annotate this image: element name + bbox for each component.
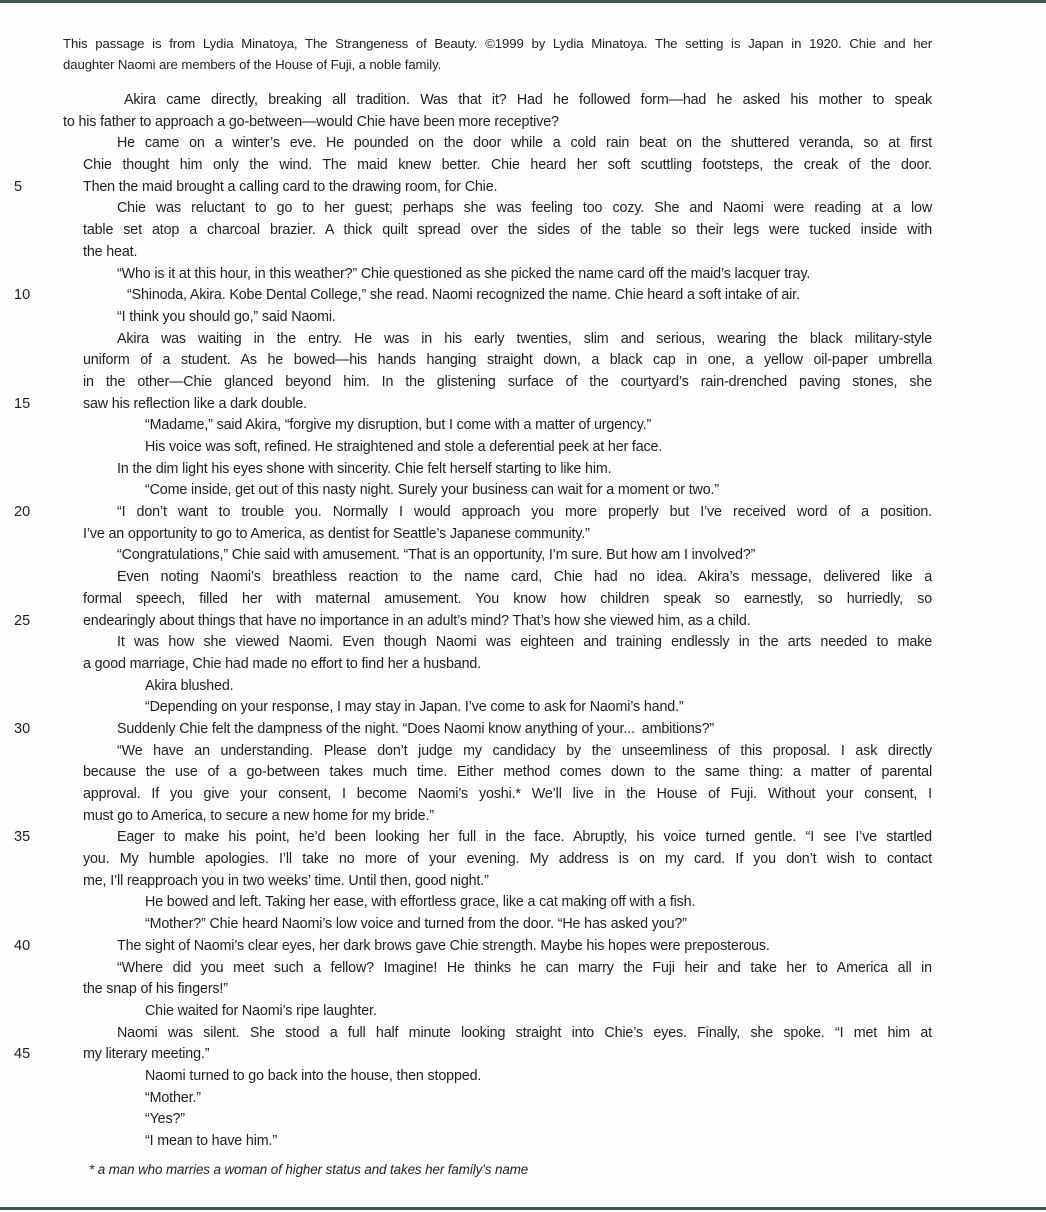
passage-line [14, 394, 932, 416]
passage-line [63, 632, 932, 654]
line-number: 40 [14, 937, 31, 954]
passage-line [63, 1109, 932, 1131]
line-text: In the dim light his eyes shone with sincerity. Chie felt herself starting to like him. [117, 460, 612, 477]
passage-line [63, 350, 932, 372]
passage-line [14, 611, 932, 633]
line-text: endearingly about things that have no importance in an adult’s mind? That’s how she viewed him, as a child. [83, 612, 751, 629]
line-number: 5 [14, 178, 23, 195]
passage-line [63, 220, 932, 242]
line-text: table set atop a charcoal brazier. A thick quilt spread over the sides of the table so their legs were tucked inside with [83, 222, 932, 239]
line-text: my literary meeting.” [83, 1046, 210, 1063]
line-text: in the other—Chie glanced beyond him. In the glistening surface of the courtyard’s rain-drenched paving stones, she [83, 373, 932, 390]
passage-line [63, 741, 932, 763]
line-text: saw his reflection like a dark double. [83, 395, 307, 412]
line-text: “Congratulations,” Chie said with amusement. “That is an opportunity, I’m sure. But how am I involved?” [117, 547, 756, 564]
line-text: “Depending on your response, I may stay in Japan. I’ve come to ask for Naomi’s hand.” [145, 699, 684, 716]
line-text: “I mean to have him.” [145, 1133, 277, 1149]
passage-line [63, 958, 932, 980]
line-text: the heat. [83, 243, 138, 260]
line-text: Chie was reluctant to go to her guest; perhaps she was feeling too cozy. She and Naomi were reading at a low [117, 200, 932, 217]
line-text: “I don’t want to trouble you. Normally I would approach you more properly but I’ve received word of a position. [117, 504, 932, 521]
line-text: Chie waited for Naomi’s ripe laughter. [145, 1002, 377, 1019]
line-number: 15 [14, 395, 31, 412]
line-text: “We have an understanding. Please don’t judge my candidacy by the unseemliness of this proposal. I ask directly [117, 742, 932, 759]
passage-line [63, 112, 932, 134]
passage-line [63, 1001, 932, 1023]
passage-line [63, 849, 932, 871]
passage-line [63, 806, 932, 828]
line-text: Akira blushed. [145, 677, 234, 694]
line-text: must go to America, to secure a new home for my bride.” [83, 807, 434, 824]
passage-line [63, 654, 932, 676]
passage-line [63, 914, 932, 936]
passage-line [14, 1044, 932, 1066]
footnote: * a man who marries a woman of higher status and takes her family’s name [89, 1162, 529, 1177]
line-text: Then the maid brought a calling card to the drawing room, for Chie. [83, 178, 498, 195]
passage-line [63, 198, 932, 220]
passage-line [14, 502, 932, 524]
passage-line [63, 1066, 932, 1088]
line-number: 30 [14, 720, 31, 737]
line-text: “Madame,” said Akira, “forgive my disruption, but I come with a matter of urgency.” [145, 417, 652, 434]
passage-line [63, 762, 932, 784]
line-text: It was how she viewed Naomi. Even though Naomi was eighteen and training endlessly in the arts needed to make [117, 634, 932, 651]
passage-line [63, 415, 932, 437]
line-text: to his father to approach a go-between—would Chie have been more receptive? [63, 113, 559, 130]
passage-line [63, 133, 932, 155]
line-text: Naomi turned to go back into the house, then stopped. [145, 1067, 482, 1084]
passage-line [63, 372, 932, 394]
passage-line [63, 979, 932, 1001]
intro-line-2: daughter Naomi are members of the House of Fuji, a noble family. [63, 57, 442, 72]
passage-line [63, 264, 932, 286]
passage-line [63, 567, 932, 589]
passage-line [63, 1023, 932, 1045]
line-text: Naomi was silent. She stood a full half minute looking straight into Chie’s eyes. Finally, she spoke. “I met him at [117, 1024, 932, 1041]
passage-line [63, 459, 932, 481]
line-number: 10 [14, 287, 31, 304]
line-text: formal speech, filled her with maternal amusement. You know how children speak so earnestly, so hurriedly, so [83, 590, 932, 607]
line-text: you. My humble apologies. I’ll take no more of your evening. My address is on my card. If you don’t wish to contact [83, 851, 932, 868]
line-text: Even noting Naomi’s breathless reaction to the name card, Chie had no idea. Akira’s message, delivered like a [117, 569, 932, 586]
line-text: “Yes?” [145, 1111, 185, 1128]
intro-line-1: This passage is from Lydia Minatoya, The Strangeness of Beauty. ©1999 by Lydia Minatoya. The setting is Japan in 1920. Chie and her [63, 36, 932, 51]
line-number: 35 [14, 829, 31, 846]
line-text: “Who is it at this hour, in this weather?” Chie questioned as she picked the name card off the maid’s lacquer tray. [117, 265, 811, 282]
line-text: Akira came directly, breaking all tradition. Was that it? Had he followed form—had he asked his mother to speak [124, 92, 932, 108]
line-text: approval. If you give your consent, I become Naomi’s yoshi.* We’ll live in the House of Fuji. Without your consent, I [83, 786, 932, 802]
line-text: the snap of his fingers!” [83, 981, 228, 998]
line-text: uniform of a student. As he bowed—his hands hanging straight down, a black cap in one, a yellow oil-paper umbrella [83, 352, 932, 369]
passage-line [63, 697, 932, 719]
line-text: Akira was waiting in the entry. He was in his early twenties, slim and serious, wearing the black military-style [117, 330, 932, 347]
line-text: “Shinoda, Akira. Kobe Dental College,” she read. Naomi recognized the name. Chie heard a soft intake of air. [127, 287, 800, 304]
passage-line [63, 784, 932, 806]
line-number: 20 [14, 504, 31, 521]
line-text: I’ve an opportunity to go to America, as dentist for Seattle’s Japanese community.” [83, 525, 590, 542]
line-number: 25 [14, 612, 31, 629]
line-text: Eager to make his point, he’d been looking her full in the face. Abruptly, his voice turned gentle. “I see I’ve startled [117, 829, 932, 846]
top-border-rule [0, 0, 1046, 3]
passage-line [63, 1131, 932, 1153]
passage-line [63, 329, 932, 351]
bottom-border-rule [0, 1207, 1046, 1210]
line-text: His voice was soft, refined. He straightened and stole a deferential peek at her face. [145, 439, 663, 455]
line-text: Chie thought him only the wind. The maid knew better. Chie heard her soft scuttling footsteps, the creak of the door. [83, 157, 932, 174]
line-text: He came on a winter’s eve. He pounded on the door while a cold rain beat on the shuttered veranda, so at first [117, 135, 932, 152]
line-text: because the use of a go-between takes much time. Either method comes down to the same thing: a matter of parental [83, 764, 932, 781]
passage-line [63, 307, 932, 329]
passage-line [14, 936, 932, 958]
line-text: He bowed and left. Taking her ease, with effortless grace, like a cat making off with a fish. [145, 894, 696, 911]
line-text: “Mother.” [145, 1089, 201, 1106]
passage-line [14, 719, 932, 741]
passage-line [63, 524, 932, 546]
passage-line [63, 1088, 932, 1110]
passage-line [14, 827, 932, 849]
passage-line [63, 892, 932, 914]
passage-line [63, 676, 932, 698]
line-text: “Come inside, get out of this nasty night. Surely your business can wait for a moment or two.” [145, 482, 719, 499]
line-text: me, I’ll reapproach you in two weeks’ time. Until then, good night.” [83, 872, 489, 889]
line-text: “I think you should go,” said Naomi. [117, 308, 336, 325]
line-number: 45 [14, 1046, 31, 1063]
passage-line [63, 90, 932, 112]
line-text: a good marriage, Chie had made no effort to find her a husband. [83, 655, 482, 672]
line-text: “Mother?” Chie heard Naomi’s low voice and turned from the door. “He has asked you?” [145, 916, 687, 933]
passage-line [63, 155, 932, 177]
passage-line [63, 437, 932, 459]
passage-line [14, 177, 932, 199]
passage-line [63, 242, 932, 264]
passage-body [14, 90, 932, 1153]
passage-line [63, 871, 932, 893]
passage-line [63, 545, 932, 567]
passage-line [14, 285, 932, 307]
passage-line [63, 589, 932, 611]
line-text: The sight of Naomi’s clear eyes, her dark brows gave Chie strength. Maybe his hopes were preposterous. [117, 937, 770, 954]
line-text: “Where did you meet such a fellow? Imagine! He thinks he can marry the Fuji heir and take her to America all in [117, 959, 932, 976]
passage-line [63, 480, 932, 502]
line-text: Suddenly Chie felt the dampness of the night. “Does Naomi know anything of your... ambitions?” [117, 720, 715, 737]
passage-intro [63, 33, 932, 75]
